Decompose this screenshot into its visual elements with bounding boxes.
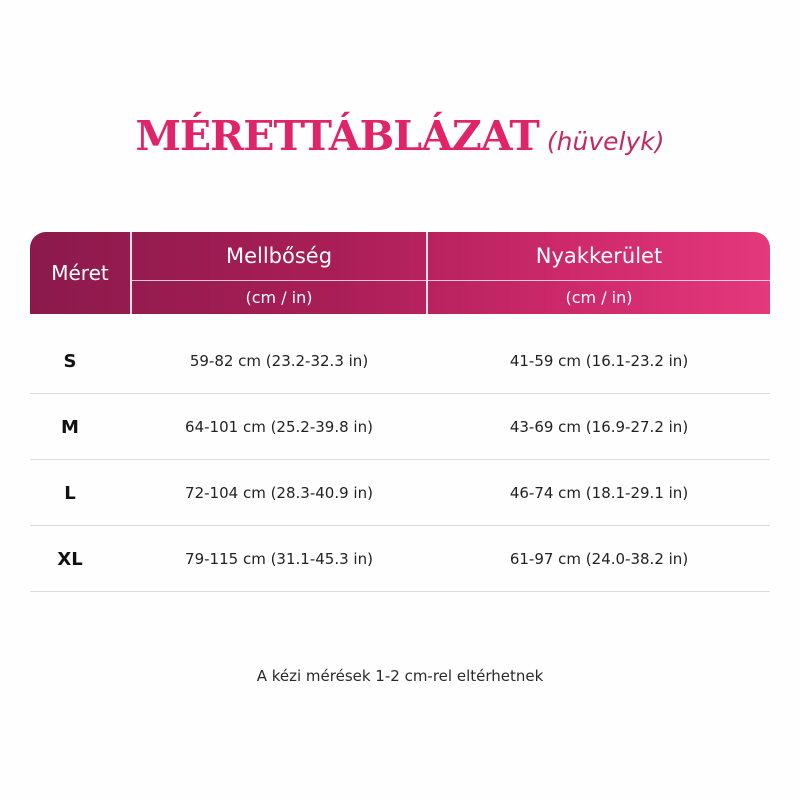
cell-chest: 64-101 cm (25.2-39.8 in): [185, 418, 373, 436]
header-size: Méret: [51, 261, 109, 285]
header-chest-unit: (cm / in): [245, 288, 313, 307]
measurement-note: A kézi mérések 1-2 cm-rel eltérhetnek: [256, 667, 544, 685]
cell-chest: 59-82 cm (23.2-32.3 in): [189, 352, 369, 370]
cell-neck: 43-69 cm (16.9-27.2 in): [509, 418, 689, 436]
table-row: [30, 394, 770, 460]
table-row: [30, 526, 770, 592]
cell-neck: 46-74 cm (18.1-29.1 in): [509, 484, 689, 502]
title-main: MÉRETTÁBLÁZAT: [135, 112, 539, 160]
cell-size: S: [63, 350, 77, 372]
cell-size: L: [64, 482, 76, 504]
table-row: [30, 460, 770, 526]
cell-chest: 72-104 cm (28.3-40.9 in): [185, 484, 373, 502]
cell-neck: 61-97 cm (24.0-38.2 in): [509, 550, 689, 568]
header-neck: Nyakkerület: [535, 244, 663, 268]
header-neck-unit: (cm / in): [565, 288, 633, 307]
cell-chest: 79-115 cm (31.1-45.3 in): [185, 550, 373, 568]
size-table: [30, 232, 770, 594]
table-header: [30, 232, 770, 314]
page-title: [0, 112, 800, 160]
cell-size: XL: [57, 548, 83, 570]
title-unit: (hüvelyk): [546, 127, 665, 156]
table-row: [30, 328, 770, 394]
header-chest: Mellbőség: [225, 244, 333, 268]
cell-neck: 41-59 cm (16.1-23.2 in): [509, 352, 689, 370]
cell-size: M: [61, 416, 79, 438]
